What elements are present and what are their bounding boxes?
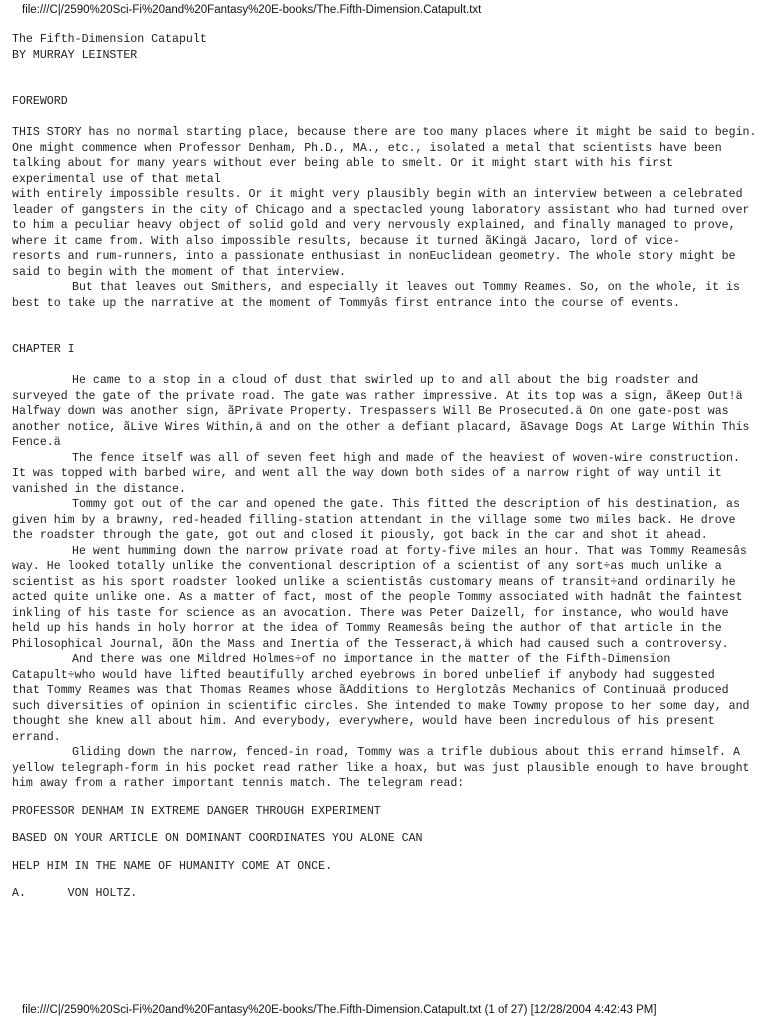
foreword-paragraph: But that leaves out Smithers, and especially it leaves out Tommy Reames. So, on the whole, it is best to take up the narrative at the moment of Tommyâs first entrance into the course of events. [12,281,740,310]
document-title: The Fifth-Dimension Catapult [12,33,207,46]
foreword-paragraph: resorts and rum-runners, into a passionate enthusiast in nonEuclidean geometry. The whole story might be said to begin with the moment of that interview. [12,250,736,279]
foreword-paragraph: THIS STORY has no normal starting place, because there are too many places where it might be said to begin. One might commence when Professor Denham, Ph.D., MA., etc., isolated a metal that scientists have been talking about for many years without ever being able to smelt. Or it might start with his first experimental use of that metal [12,126,757,186]
chapter-paragraph: The fence itself was all of seven feet high and made of the heaviest of woven-wire construction. It was topped with barbed wire, and went all the way down both sides of a narrow right of way until it vanished in the distance. [12,451,740,496]
telegram-signature: A. VON HOLTZ. [12,887,138,900]
foreword-paragraph: with entirely impossible results. Or it might very plausibly begin with an interview between a celebrated leader of gangsters in the city of Chicago and a spectacled young laboratory assistant who had turned over to him a peculiar heavy object of solid gold and very nervously explained, and finally managed to prove, where it came from. With also impossible results, because it turned ãKingä Jacaro, lord of vice- [12,188,750,248]
foreword-heading: FOREWORD [12,95,68,108]
telegram-line: BASED ON YOUR ARTICLE ON DOMINANT COORDINATES YOU ALONE CAN [12,832,423,845]
telegram-line: HELP HIM IN THE NAME OF HUMANITY COME AT ONCE. [12,859,333,873]
chapter-paragraph: Tommy got out of the car and opened the gate. This fitted the description of his destination, as given him by a brawny, red-headed filling-station attendant in the village some two miles back. He drove the roadster through the gate, got out and closed it piously, got back in the car and shot it ahead. [12,498,740,542]
chapter-paragraph: Gliding down the narrow, fenced-in road, Tommy was a trifle dubious about this errand himself. A yellow telegraph-form in his pocket read rather like a hoax, but was just plausible enough to have brought him away from a rather important tennis match. The telegram read: [12,746,750,790]
telegram-line: PROFESSOR DENHAM IN EXTREME DANGER THROUGH EXPERIMENT [12,804,381,818]
chapter-paragraph: He came to a stop in a cloud of dust that swirled up to and all about the big roadster and surveyed the gate of the private road. The gate was rather impressive. At its top was a sign, ãKeep Out!ä Halfway down was another sign, ãPrivate Property. Trespassers Will Be Prosecuted.ä On one gate-post was another notice, ãLive Wires Within,ä and on the other a defiant placard, ãSavage Dogs At Large Within This Fence.ä [12,374,750,449]
chapter-paragraph: And there was one Mildred Holmes÷of no importance in the matter of the Fifth-Dimension Catapult÷who would have lifted beautifully arched eyebrows in bored unbelief if anybody had suggested [12,653,715,682]
chapter-heading: CHAPTER I [12,343,75,356]
chapter-paragraph: He went humming down the narrow private road at forty-five miles an hour. That was Tommy Reamesâs way. He looked totally unlike the conventional description of a scientist of any sort÷as much unlike a scientist as his sport roadster looked unlike a scientistâs customary means of transit÷and ordinarily he acted quite unlike one. As a matter of fact, most of the people Tommy associated with hadnât the faintest inkling of his taste for science as an avocation. There was Peter Daizell, for instance, who would have held up his hands in holy horror at the idea of Tommy Reamesâs being the author of that article in the Philosophical Journal, ãOn the Mass and Inertia of the Tesseract,ä which had caused such a controversy. [12,544,747,651]
document-body [12,32,760,902]
document-byline: BY MURRAY LEINSTER [12,48,138,62]
header-file-path: file:///C|/2590%20Sci-Fi%20and%20Fantasy%20E-books/The.Fifth-Dimension.Catapult.txt [22,4,482,16]
chapter-paragraph: that Tommy Reames was that Thomas Reames whose ãAdditions to Herglotzâs Mechanics of Continuaä produced such diversities of opinion in scientific circles. She intended to make Towmy propose to her some day, and thought she knew all about him. And everybody, everywhere, would have been incredulous of his present errand. [12,684,750,744]
footer-file-info: file:///C|/2590%20Sci-Fi%20and%20Fantasy%20E-books/The.Fifth-Dimension.Catapult.txt (1 of 27) [12/28/2004 4:42:43 PM] [22,1004,657,1016]
